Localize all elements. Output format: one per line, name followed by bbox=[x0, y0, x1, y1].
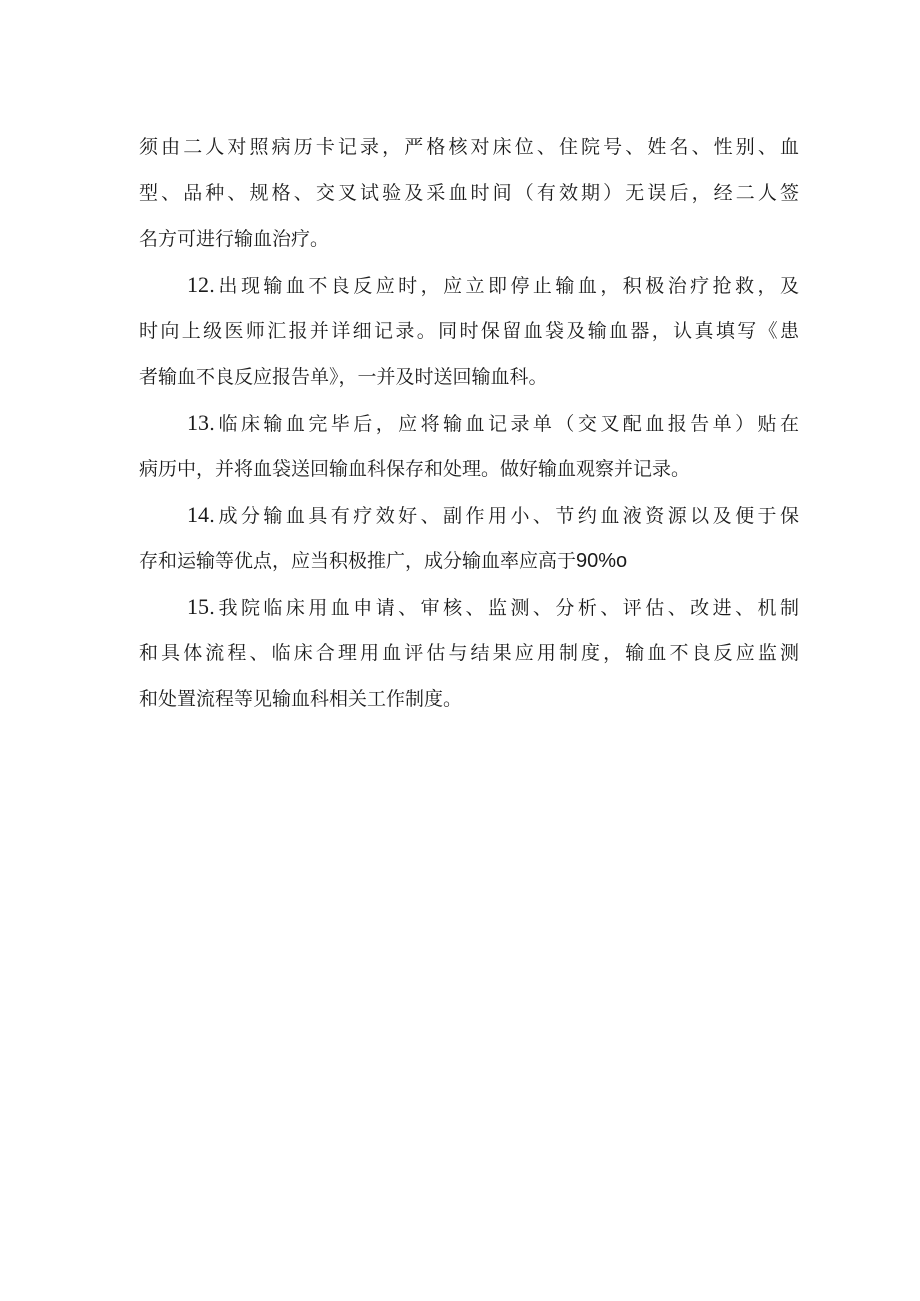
text-line bbox=[139, 400, 799, 446]
text-line: 者输血不良反应报告单》，一并及时送回输血科。 bbox=[139, 366, 548, 388]
item-number: 14 bbox=[187, 502, 209, 527]
text-line: 和具体流程、临床合理用血评估与结果应用制度，输血不良反应监测 bbox=[139, 642, 799, 664]
text-line: 病历中，并将血袋送回输血科保存和处理。做好输血观察并记录。 bbox=[139, 458, 691, 480]
text-line bbox=[139, 262, 799, 308]
text-line: 时向上级医师汇报并详细记录。同时保留血袋及输血器，认真填写《患 bbox=[139, 320, 799, 342]
item-number: 13 bbox=[187, 410, 209, 435]
percentage-value: 90%o bbox=[576, 550, 628, 572]
paragraph-12 bbox=[139, 262, 799, 400]
text-segment: .成分输血具有疗效好、副作用小、节约血液资源以及便于保 bbox=[209, 505, 799, 527]
item-number: 12 bbox=[187, 272, 209, 297]
text-line bbox=[139, 538, 799, 584]
item-number: 15 bbox=[187, 594, 209, 619]
text-segment: .出现输血不良反应时，应立即停止输血，积极治疗抢救，及 bbox=[209, 275, 799, 297]
document-body bbox=[139, 124, 799, 722]
text-line bbox=[139, 584, 799, 630]
text-line: 和处置流程等见输血科相关工作制度。 bbox=[139, 688, 463, 710]
text-segment: .我院临床用血申请、审核、监测、分析、评估、改进、机制 bbox=[209, 597, 799, 619]
text-segment: .临床输血完毕后，应将输血记录单（交叉配血报告单）贴在 bbox=[209, 413, 799, 435]
paragraph-11-continuation bbox=[139, 124, 799, 262]
text-line: 型、品种、规格、交叉试验及采血时间（有效期）无误后，经二人签 bbox=[139, 182, 799, 204]
paragraph-13 bbox=[139, 400, 799, 492]
paragraph-14 bbox=[139, 492, 799, 584]
paragraph-15 bbox=[139, 584, 799, 722]
text-line bbox=[139, 492, 799, 538]
text-line: 名方可进行输血治疗。 bbox=[139, 228, 330, 250]
text-line: 须由二人对照病历卡记录，严格核对床位、住院号、姓名、性别、血 bbox=[139, 136, 799, 158]
text-segment: 存和运输等优点，应当积极推广，成分输血率应高于 bbox=[139, 550, 577, 572]
